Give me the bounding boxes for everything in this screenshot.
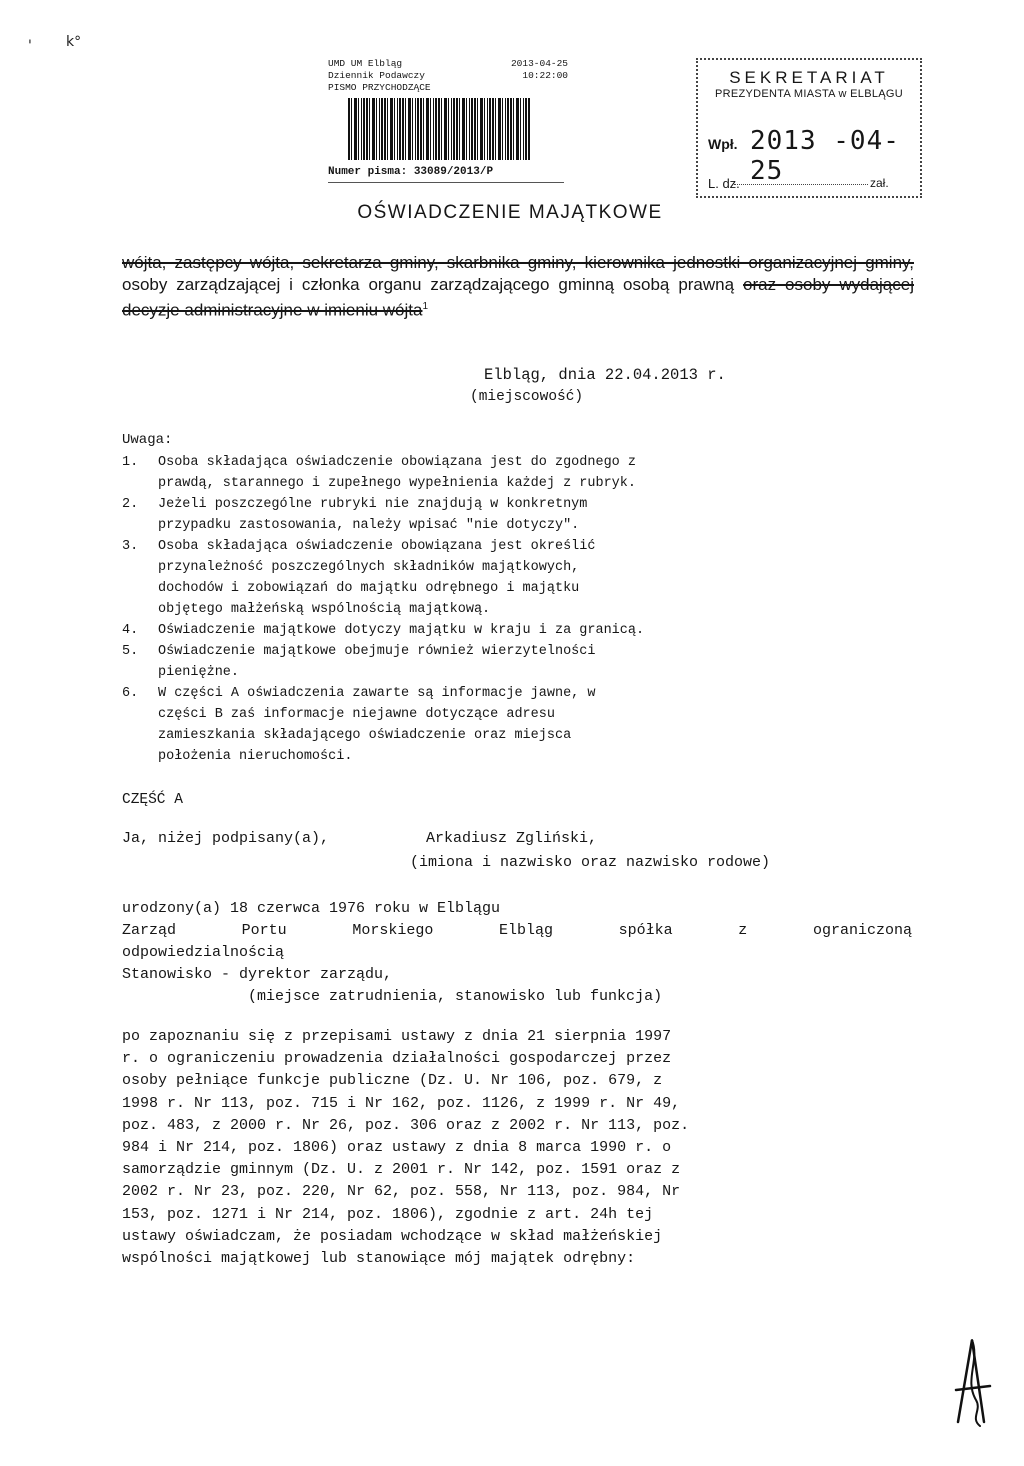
note-line: Osoba składająca oświadczenie obowiązana jest do zgodnego z [158, 455, 636, 470]
received-label: Wpł. [708, 136, 738, 152]
employer-word: ograniczoną [812, 922, 912, 939]
note-line: Oświadczenie majątkowe dotyczy majątku w kraju i za granicą. [158, 623, 645, 638]
employer-word: Elbląg [498, 922, 553, 939]
note-line: dochodów i zobowiązań do majątku odrębnego i majątku [158, 581, 580, 596]
place-date: Elbląg, dnia 22.04.2013 r. [484, 366, 726, 384]
stamp-office: UMD UM Elbląg [328, 58, 403, 69]
note-line: prawdą, starannego i zupełnego wypełnienia każdej z rubryk. [158, 476, 636, 491]
body-line: 984 i Nr 214, poz. 1806) oraz ustawy z dnia 8 marca 1990 r. o [122, 1139, 672, 1157]
body-line: r. o ograniczeniu prowadzenia działalności gospodarczej przez [122, 1050, 672, 1068]
position: Stanowisko - dyrektor zarządu, [122, 966, 393, 983]
employer-word: Zarząd [122, 922, 177, 939]
stamp-number [328, 166, 493, 178]
ldz-dotted-line [734, 184, 868, 185]
note-item [122, 641, 842, 683]
body-line: poz. 483, z 2000 r. Nr 26, poz. 306 oraz z 2002 r. Nr 113, poz. [122, 1116, 690, 1134]
place-caption: (miejscowość) [470, 389, 584, 405]
employer-line-2: odpowiedzialnością [122, 944, 285, 961]
note-number: 4. [122, 623, 139, 638]
ldz-label: L. dz. [708, 176, 740, 191]
note-number: 3. [122, 539, 139, 554]
body-line: po zapoznaniu się z przepisami ustawy z dnia 21 sierpnia 1997 [122, 1028, 672, 1045]
body-line: wspólności majątkowej lub stanowiące mój majątek odrębny: [122, 1250, 636, 1268]
document-title: OŚWIADCZENIE MAJĄTKOWE [357, 202, 663, 223]
note-number: 6. [122, 686, 139, 701]
note-line: Osoba składająca oświadczenie obowiązana jest określić [158, 539, 596, 554]
declarant-name-caption: (imiona i nazwisko oraz nazwisko rodowe) [410, 854, 771, 871]
employer-word: z [738, 922, 748, 939]
stamp-date: 2013-04-25 [510, 58, 568, 69]
note-number: 1. [122, 455, 139, 470]
note-line: Jeżeli poszczególne rubryki nie znajdują w konkretnym [158, 497, 588, 512]
body-line: osoby pełniące funkcje publiczne (Dz. U. Nr 106, poz. 679, z [122, 1072, 663, 1090]
birth-info: urodzony(a) 18 czerwca 1976 roku w Elblągu [122, 900, 501, 917]
stamp-number-label: Numer pisma: [328, 166, 408, 178]
statutory-text [122, 1026, 912, 1270]
employer-line [122, 922, 912, 939]
note-line: W części A oświadczenia zawarte są informacje jawne, w [158, 686, 596, 701]
stamp-desk: Dziennik Podawczy [328, 70, 425, 81]
note-line: przynależność poszczególnych składników majątkowych, [158, 560, 580, 575]
note-line: objętego małżeńską wspólnością majątkową. [158, 602, 491, 617]
declarant-prefix: Ja, niżej podpisany(a), [122, 830, 330, 847]
secretariat-subtitle: PREZYDENTA MIASTA w ELBLĄGU [714, 88, 903, 100]
stamp-type: PISMO PRZYCHODZĄCE [328, 82, 431, 93]
note-line: pieniężne. [158, 665, 240, 680]
note-line: położenia nieruchomości. [158, 749, 353, 764]
note-line: zamieszkania składającego oświadczenie oraz miejsca [158, 728, 572, 743]
stamp-number-value: 33089/2013/P [413, 166, 494, 178]
signature-initials [950, 1330, 996, 1430]
body-line: ustawy oświadczam, że posiadam wchodzące w skład małżeńskiej [122, 1227, 663, 1245]
secretariat-title: SEKRETARIAT [729, 68, 889, 87]
declarant-role-paragraph [122, 252, 914, 322]
body-line: 153, poz. 1271 i Nr 214, poz. 1806), zgodnie z art. 24h tej [122, 1205, 654, 1223]
barcode-image [348, 98, 530, 160]
employer-word: spółka [618, 922, 673, 939]
secretariat-stamp [696, 58, 922, 198]
employment-caption: (miejsce zatrudnienia, stanowisko lub funkcja) [248, 988, 663, 1005]
body-line: 1998 r. Nr 113, poz. 715 i Nr 162, poz. 1126, z 1999 r. Nr 49, [122, 1094, 681, 1112]
note-line: części B zaś informacje niejawne dotyczące adresu [158, 707, 555, 722]
selected-role: osoby zarządzającej i członka organu zarządzającego gminną osobą prawną [122, 275, 735, 294]
note-item [122, 494, 842, 536]
employer-word: Portu [241, 922, 287, 939]
received-date: 2013 -04- 25 [750, 126, 900, 186]
part-a-heading: CZĘŚĆ A [122, 792, 183, 808]
footnote-mark: 1 [422, 301, 429, 312]
body-line: samorządzie gminnym (Dz. U. z 2001 r. Nr 142, poz. 1591 oraz z [122, 1161, 681, 1179]
note-line: przypadku zastosowania, należy wpisać "nie dotyczy". [158, 518, 580, 533]
declarant-name: Arkadiusz Zgliński, [426, 830, 598, 847]
note-number: 5. [122, 644, 139, 659]
note-item [122, 683, 842, 767]
note-line: Oświadczenie majątkowe obejmuje również wierzytelności [158, 644, 596, 659]
struck-roles-2: oraz osoby wydającej decyzje administracyjne w imieniu wójta [122, 275, 914, 320]
corner-mark: ' [28, 38, 32, 54]
note-item [122, 536, 842, 620]
notes-heading: Uwaga: [122, 432, 173, 448]
corner-mark: k° [66, 34, 82, 50]
barcode-stamp [328, 58, 568, 188]
stamp-underline [328, 182, 564, 183]
attachments-label: zał. [870, 176, 889, 190]
employer-word: Morskiego [352, 922, 434, 939]
stamp-time: 10:22:00 [522, 70, 568, 81]
note-item [122, 620, 842, 641]
note-number: 2. [122, 497, 139, 512]
note-item [122, 452, 842, 494]
notes-list [122, 452, 842, 767]
struck-roles-1: wójta, zastępcy wójta, sekretarza gminy, skarbnika gminy, kierownika jednostki organizacyjnej gminy, [122, 253, 914, 272]
body-line: 2002 r. Nr 23, poz. 220, Nr 62, poz. 558, Nr 113, poz. 984, Nr [122, 1183, 681, 1201]
